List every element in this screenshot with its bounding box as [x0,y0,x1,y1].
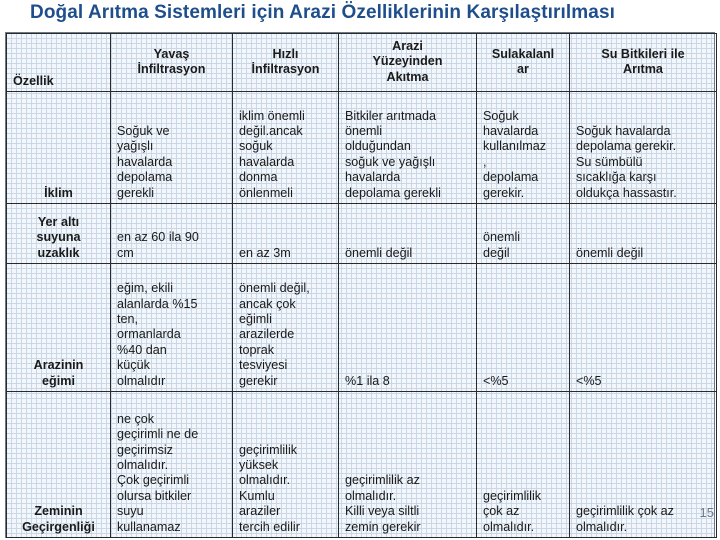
header-cell-wetlands: Sulakalanl ar [477,34,570,92]
row-label-land-slope: Arazinin eğimi [7,264,111,392]
table-cell: en az 3m [233,204,339,264]
table-cell: Soğuk havalarda kullanılmaz , depolama gerekir. [477,92,570,204]
page-number: 15 [699,505,714,520]
table-cell: eğim, ekili alanlarda %15 ten, ormanlarda %40 dan küçük olmalıdır [111,264,233,392]
row-label-groundwater-distance: Yer altı suyuna uzaklık [7,204,111,264]
table-cell: geçirimlilik az olmalıdır. Killi veya siltli zemin gerekir [339,392,477,538]
table-cell: <%5 [570,264,717,392]
table-row-groundwater-distance [7,204,717,264]
table-cell: geçirimlilik çok az olmalıdır. [477,392,570,538]
header-cell-rapid-infiltration: Hızlı İnfiltrasyon [233,34,339,92]
table-row-soil-permeability [7,392,717,538]
table-cell: %1 ila 8 [339,264,477,392]
table-header-row [7,34,717,92]
table-cell: iklim önemli değil.ancak soğuk havalarda donma önlenmeli [233,92,339,204]
table-row-land-slope [7,264,717,392]
header-cell-overland-flow: Arazi Yüzeyinden Akıtma [339,34,477,92]
table-cell: geçirimlilik çok az olmalıdır. [570,392,717,538]
table-cell: Soğuk havalarda depolama gerekir. Su sümbülü sıcaklığa karşı oldukça hassastır. [570,92,717,204]
table-cell: en az 60 ila 90 cm [111,204,233,264]
header-cell-aquatic-plants: Su Bitkileri ile Arıtma [570,34,717,92]
table-cell: geçirimlilik yüksek olmalıdır. Kumlu araziler tercih edilir [233,392,339,538]
table-cell: önemli değil [570,204,717,264]
comparison-table-frame [5,32,715,538]
table-cell: <%5 [477,264,570,392]
header-cell-slow-infiltration: Yavaş İnfiltrasyon [111,34,233,92]
row-label-climate: İklim [7,92,111,204]
table-cell: önemli değil [339,204,477,264]
header-cell-feature: Özellik [7,34,111,92]
table-cell: Soğuk ve yağışlı havalarda depolama gerekli [111,92,233,204]
table-cell: önemli değil [477,204,570,264]
comparison-table [6,33,717,538]
page-title: Doğal Arıtma Sistemleri için Arazi Özelliklerinin Karşılaştırılması [30,2,616,23]
table-row-climate [7,92,717,204]
table-cell: önemli değil, ancak çok eğimli arazilerde toprak tesviyesi gerekir [233,264,339,392]
row-label-soil-permeability: Zeminin Geçirgenliği [7,392,111,538]
table-cell: ne çok geçirimli ne de geçirimsiz olmalıdır. Çok geçirimli olursa bitkiler suyu kullanamaz [111,392,233,538]
table-cell: Bitkiler arıtmada önemli olduğundan soğuk ve yağışlı havalarda depolama gerekli [339,92,477,204]
